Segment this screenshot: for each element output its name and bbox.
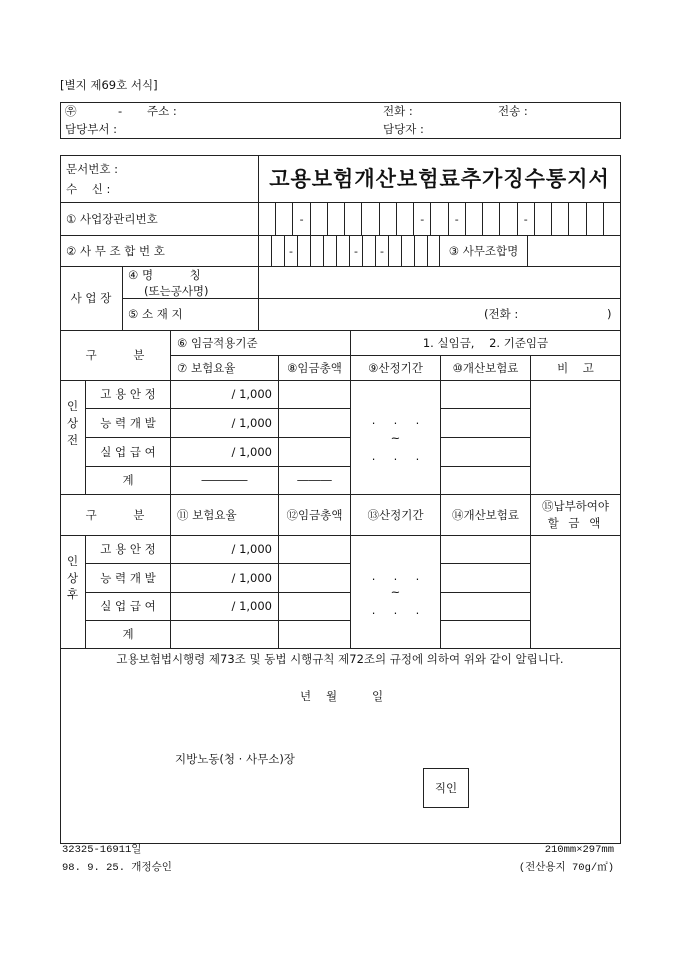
before-col-premium: ⑩개산보험료 bbox=[452, 360, 519, 375]
number-cell[interactable]: - bbox=[517, 203, 534, 235]
after-col-period: ⑬산정기간 bbox=[367, 507, 424, 522]
notice-text: 고용보험법시행령 제73조 및 동법 시행규칙 제72조의 규정에 의하여 위와 같이 알립니다. bbox=[116, 651, 564, 666]
office-union-name-label: ③ 사무조합명 bbox=[448, 243, 519, 258]
number-cell[interactable] bbox=[482, 203, 499, 235]
number-cell[interactable]: - bbox=[284, 236, 297, 266]
before-total-wage-dash: ――― bbox=[297, 473, 332, 488]
recipient-label: 수 신 : bbox=[66, 182, 111, 196]
number-cell[interactable] bbox=[336, 236, 349, 266]
number-cell[interactable] bbox=[271, 236, 284, 266]
number-cell[interactable] bbox=[396, 203, 413, 235]
wage-basis-label: ⑥ 임금적용기준 bbox=[177, 335, 258, 350]
before-total-label: 계 bbox=[122, 473, 134, 488]
number-cell[interactable]: - bbox=[413, 203, 430, 235]
after-row-name: 능 력 개 발 bbox=[100, 570, 156, 585]
number-cell[interactable] bbox=[344, 203, 361, 235]
after-col-amount-due bbox=[531, 495, 620, 535]
after-row-rate[interactable]: / 1,000 bbox=[231, 599, 272, 614]
date-month-label: 월 bbox=[326, 689, 338, 703]
amount-due-line1: ⑮납부하여야 bbox=[541, 499, 610, 514]
before-period-tilde: ~ bbox=[390, 430, 401, 445]
number-cell[interactable] bbox=[586, 203, 603, 235]
date-day-label: 일 bbox=[372, 689, 384, 703]
number-cell[interactable]: - bbox=[349, 236, 362, 266]
before-total-rate-dash: ―――― bbox=[201, 473, 248, 488]
seal-label: 직인 bbox=[434, 781, 458, 795]
number-cell[interactable] bbox=[327, 203, 344, 235]
before-row-name: 실 업 급 여 bbox=[100, 444, 156, 459]
before-period-start[interactable]: . . . bbox=[371, 412, 420, 427]
department-label: 담당부서 : bbox=[65, 122, 117, 136]
after-total-label: 계 bbox=[122, 627, 134, 642]
form-number-label: [별지 제69호 서식] bbox=[60, 78, 158, 92]
location-phone-label: (전화 : bbox=[484, 307, 519, 321]
location-phone-close: ) bbox=[607, 307, 612, 321]
number-cell[interactable] bbox=[361, 203, 378, 235]
before-side-label bbox=[60, 381, 85, 466]
after-col-wage: ⑫임금총액 bbox=[286, 507, 343, 522]
after-side-label bbox=[60, 536, 85, 620]
wage-basis-options: 1. 실임금, 2. 기준임금 bbox=[422, 335, 549, 350]
after-row-name: 실 업 급 여 bbox=[100, 599, 156, 614]
after-category-label: 구 분 bbox=[85, 507, 145, 522]
business-number-label: ① 사업장관리번호 bbox=[66, 211, 158, 226]
name-sub-label: (또는공사명) bbox=[144, 284, 209, 298]
amount-due-line2: 할 금 액 bbox=[547, 516, 604, 530]
before-period-end[interactable]: . . . bbox=[371, 448, 420, 463]
before-row-rate[interactable]: / 1,000 bbox=[231, 415, 272, 430]
before-row-rate[interactable]: / 1,000 bbox=[231, 444, 272, 459]
workplace-label: 사 업 장 bbox=[70, 291, 112, 306]
number-cell[interactable] bbox=[603, 203, 620, 235]
document-number-label: 문서번호 : bbox=[66, 162, 118, 176]
phone-label: 전화 : bbox=[383, 104, 413, 118]
after-col-premium: ⑭개산보험료 bbox=[451, 507, 520, 522]
before-col-period: ⑨산정기간 bbox=[368, 360, 423, 375]
official-seal-box bbox=[423, 768, 469, 808]
side-char: 인 bbox=[66, 399, 79, 414]
sender-symbol-icon: ㉾ bbox=[65, 104, 77, 118]
date-year-label: 년 bbox=[300, 689, 312, 703]
before-row-rate[interactable]: / 1,000 bbox=[231, 387, 272, 402]
before-category-label: 구 분 bbox=[85, 348, 145, 363]
after-period-tilde: ~ bbox=[390, 584, 401, 599]
side-char: 전 bbox=[66, 432, 79, 447]
after-period-end[interactable]: . . . bbox=[371, 602, 420, 617]
workplace-name-field[interactable] bbox=[259, 267, 620, 298]
sender-dash: - bbox=[118, 104, 123, 118]
issuer-label: 지방노동(청 · 사무소)장 bbox=[175, 752, 295, 766]
number-cell[interactable] bbox=[310, 203, 327, 235]
form-code: 32325-16911일 bbox=[62, 844, 142, 856]
number-cell[interactable] bbox=[534, 203, 551, 235]
number-cell[interactable] bbox=[258, 203, 275, 235]
address-label: 주소 : bbox=[147, 104, 177, 118]
number-cell[interactable] bbox=[258, 236, 271, 266]
name-label: ④ 명 칭 bbox=[128, 268, 201, 282]
number-cell[interactable] bbox=[323, 236, 336, 266]
number-cell[interactable]: - bbox=[292, 203, 309, 235]
paper-size: 210mm×297mm bbox=[544, 844, 614, 856]
number-cell[interactable] bbox=[568, 203, 585, 235]
number-cell[interactable]: - bbox=[448, 203, 465, 235]
number-cell[interactable] bbox=[362, 236, 375, 266]
before-row-name: 능 력 개 발 bbox=[100, 415, 156, 430]
before-col-rate: ⑦ 보험요율 bbox=[177, 360, 236, 375]
side-char: 상 bbox=[66, 416, 79, 431]
office-union-number-label: ② 사 무 조 합 번 호 bbox=[66, 243, 165, 258]
number-cell[interactable] bbox=[379, 203, 396, 235]
document-title: 고용보험개산보험료추가징수통지서 bbox=[269, 165, 610, 191]
number-cell[interactable] bbox=[465, 203, 482, 235]
number-cell[interactable] bbox=[310, 236, 323, 266]
number-cell[interactable] bbox=[551, 203, 568, 235]
number-cell[interactable] bbox=[430, 203, 447, 235]
person-in-charge-label: 담당자 : bbox=[383, 122, 424, 136]
fax-label: 전송 : bbox=[498, 104, 528, 118]
office-union-name-field[interactable] bbox=[528, 236, 620, 266]
after-row-name: 고 용 안 정 bbox=[100, 542, 156, 557]
location-label: ⑤ 소 재 지 bbox=[128, 307, 183, 322]
before-row-name: 고 용 안 정 bbox=[100, 387, 156, 402]
side-char: 상 bbox=[66, 570, 79, 585]
number-cell[interactable] bbox=[297, 236, 310, 266]
after-row-rate[interactable]: / 1,000 bbox=[231, 570, 272, 585]
after-period-start[interactable]: . . . bbox=[371, 568, 420, 583]
number-cell[interactable] bbox=[275, 203, 292, 235]
number-cell[interactable] bbox=[414, 236, 427, 266]
before-col-remarks: 비 고 bbox=[557, 360, 594, 375]
number-cell[interactable]: - bbox=[375, 236, 388, 266]
side-char: 후 bbox=[66, 587, 79, 602]
after-col-rate: ⑪ 보험요율 bbox=[177, 507, 237, 522]
number-cell[interactable] bbox=[401, 236, 414, 266]
number-cell[interactable] bbox=[499, 203, 516, 235]
number-cell[interactable] bbox=[388, 236, 401, 266]
after-row-rate[interactable]: / 1,000 bbox=[231, 542, 272, 557]
number-cell[interactable] bbox=[427, 236, 440, 266]
approval-date: 98. 9. 25. 개정승인 bbox=[62, 862, 172, 874]
before-col-wage: ⑧임금총액 bbox=[287, 360, 342, 375]
side-char: 인 bbox=[66, 553, 79, 568]
paper-type: (전산용지 70g/㎡) bbox=[518, 862, 614, 874]
